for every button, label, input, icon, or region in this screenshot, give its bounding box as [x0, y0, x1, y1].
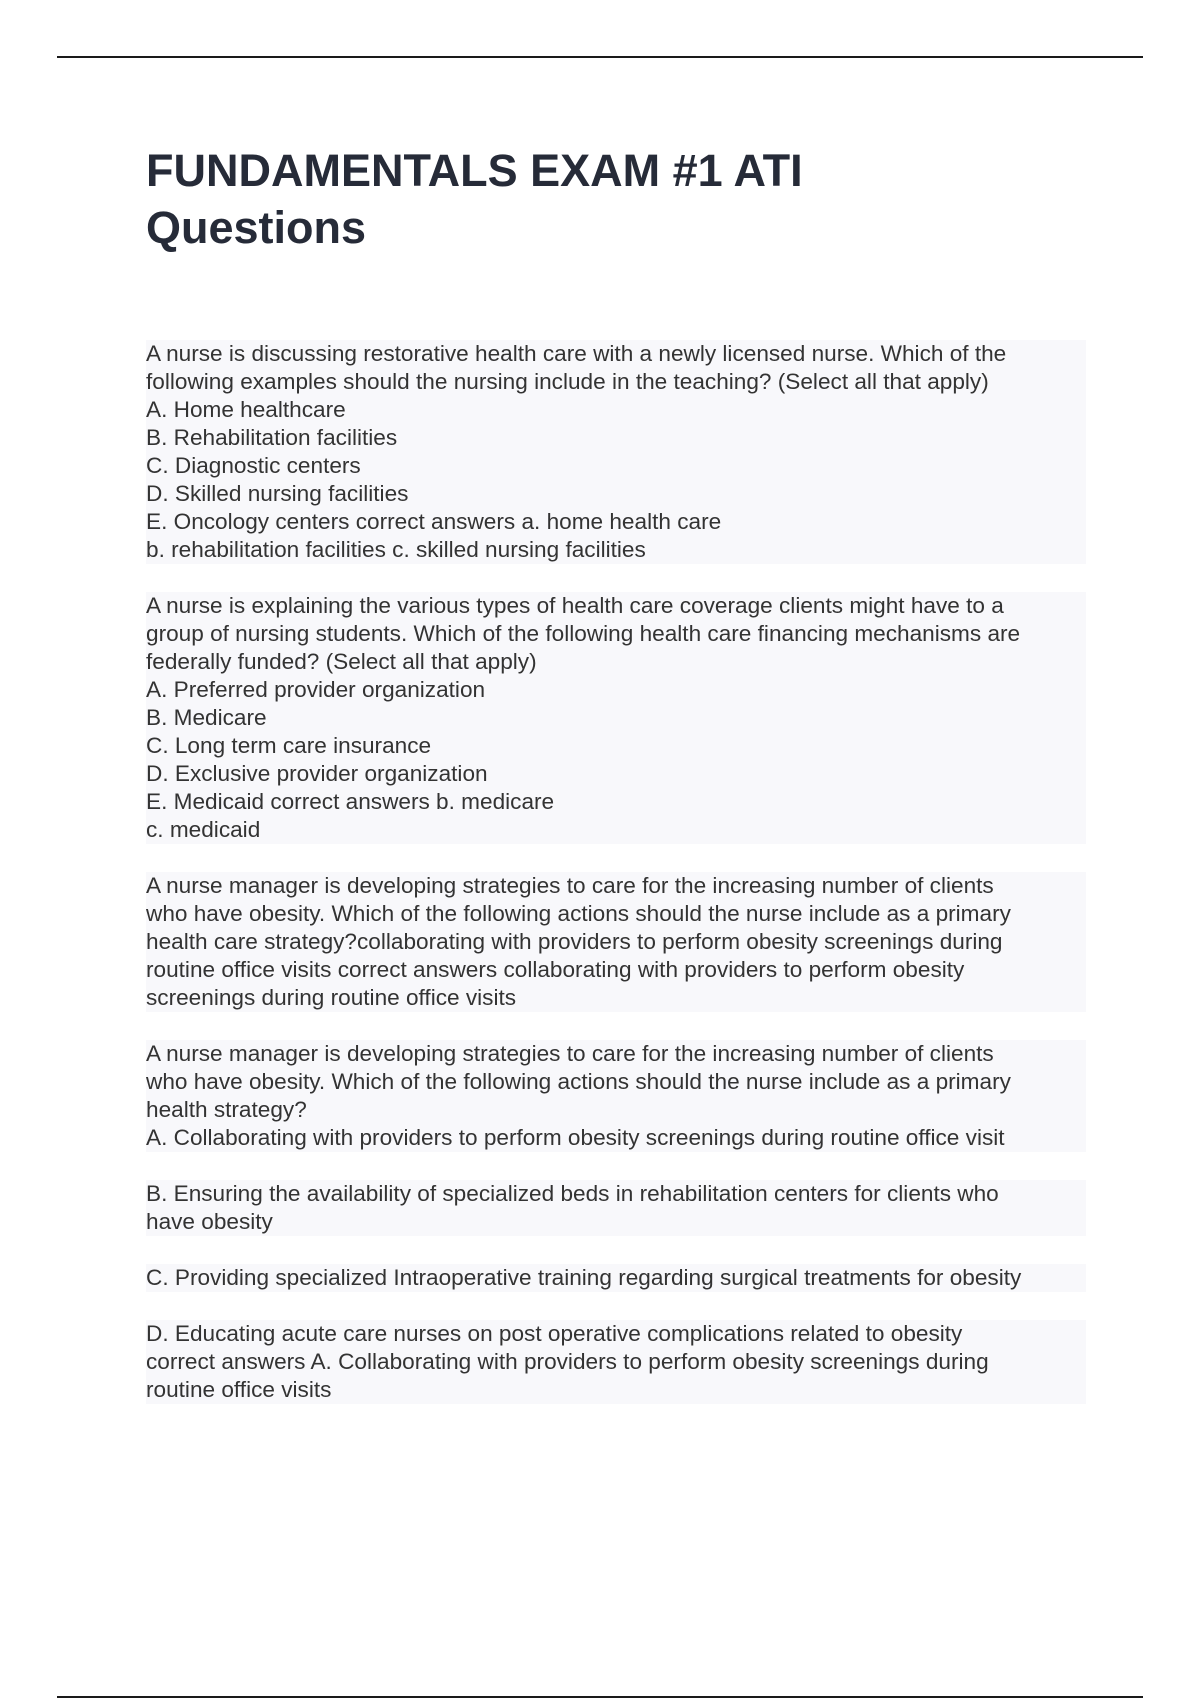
q3-line: routine office visits correct answers collaborating with providers to perform obesity — [146, 957, 965, 982]
paragraph-gap — [146, 1012, 1086, 1040]
q2-line: federally funded? (Select all that apply) — [146, 649, 537, 674]
q2-option-a: A. Preferred provider organization — [146, 677, 486, 702]
q2-line: A nurse is explaining the various types of health care coverage clients might have to a — [146, 593, 1004, 618]
question-2 — [146, 592, 1086, 844]
q2-line: group of nursing students. Which of the following health care financing mechanisms are — [146, 621, 1021, 646]
q4-option-b-line: B. Ensuring the availability of specialized beds in rehabilitation centers for clients who — [146, 1181, 999, 1206]
q1-option-a: A. Home healthcare — [146, 397, 346, 422]
question-4-option-d — [146, 1320, 1086, 1404]
q3-line: A nurse manager is developing strategies to care for the increasing number of clients — [146, 873, 994, 898]
q1-line: following examples should the nursing include in the teaching? (Select all that apply) — [146, 369, 989, 394]
q4-line: health strategy? — [146, 1097, 307, 1122]
title-line-1: FUNDAMENTALS EXAM #1 ATI — [146, 145, 803, 196]
q4-answer-line: routine office visits — [146, 1377, 332, 1402]
question-3 — [146, 872, 1086, 1012]
q2-option-b: B. Medicare — [146, 705, 267, 730]
q1-option-c: C. Diagnostic centers — [146, 453, 361, 478]
bottom-rule — [57, 1696, 1143, 1698]
q2-option-e-answer: E. Medicaid correct answers b. medicare — [146, 789, 555, 814]
q3-line: screenings during routine office visits — [146, 985, 517, 1010]
q2-answer: c. medicaid — [146, 817, 261, 842]
question-4-stem — [146, 1040, 1086, 1152]
question-4-option-b — [146, 1180, 1086, 1236]
q1-answer: b. rehabilitation facilities c. skilled nursing facilities — [146, 537, 646, 562]
document-body — [146, 340, 1086, 1404]
paragraph-gap — [146, 1152, 1086, 1180]
q4-line: who have obesity. Which of the following actions should the nurse include as a primary — [146, 1069, 1011, 1094]
q1-line: A nurse is discussing restorative health care with a newly licensed nurse. Which of the — [146, 341, 1007, 366]
q4-option-c-line: C. Providing specialized Intraoperative training regarding surgical treatments for obesity — [146, 1265, 1022, 1290]
page-title — [146, 142, 1106, 256]
q4-line: A nurse manager is developing strategies to care for the increasing number of clients — [146, 1041, 994, 1066]
q4-option-b-line: have obesity — [146, 1209, 273, 1234]
q1-option-e-answer: E. Oncology centers correct answers a. home health care — [146, 509, 722, 534]
paragraph-gap — [146, 564, 1086, 592]
q3-line: health care strategy?collaborating with providers to perform obesity screenings during — [146, 929, 1003, 954]
q2-option-c: C. Long term care insurance — [146, 733, 432, 758]
paragraph-gap — [146, 1236, 1086, 1264]
q4-answer-line: correct answers A. Collaborating with providers to perform obesity screenings during — [146, 1349, 989, 1374]
title-line-2: Questions — [146, 202, 367, 253]
q3-line: who have obesity. Which of the following actions should the nurse include as a primary — [146, 901, 1011, 926]
q4-option-a: A. Collaborating with providers to perform obesity screenings during routine office visit — [146, 1125, 1005, 1150]
q1-option-d: D. Skilled nursing facilities — [146, 481, 409, 506]
paragraph-gap — [146, 1292, 1086, 1320]
paragraph-gap — [146, 844, 1086, 872]
q1-option-b: B. Rehabilitation facilities — [146, 425, 398, 450]
question-4-option-c — [146, 1264, 1086, 1292]
q2-option-d: D. Exclusive provider organization — [146, 761, 488, 786]
q4-option-d-line: D. Educating acute care nurses on post operative complications related to obesity — [146, 1321, 963, 1346]
top-rule — [57, 56, 1143, 58]
question-1 — [146, 340, 1086, 564]
